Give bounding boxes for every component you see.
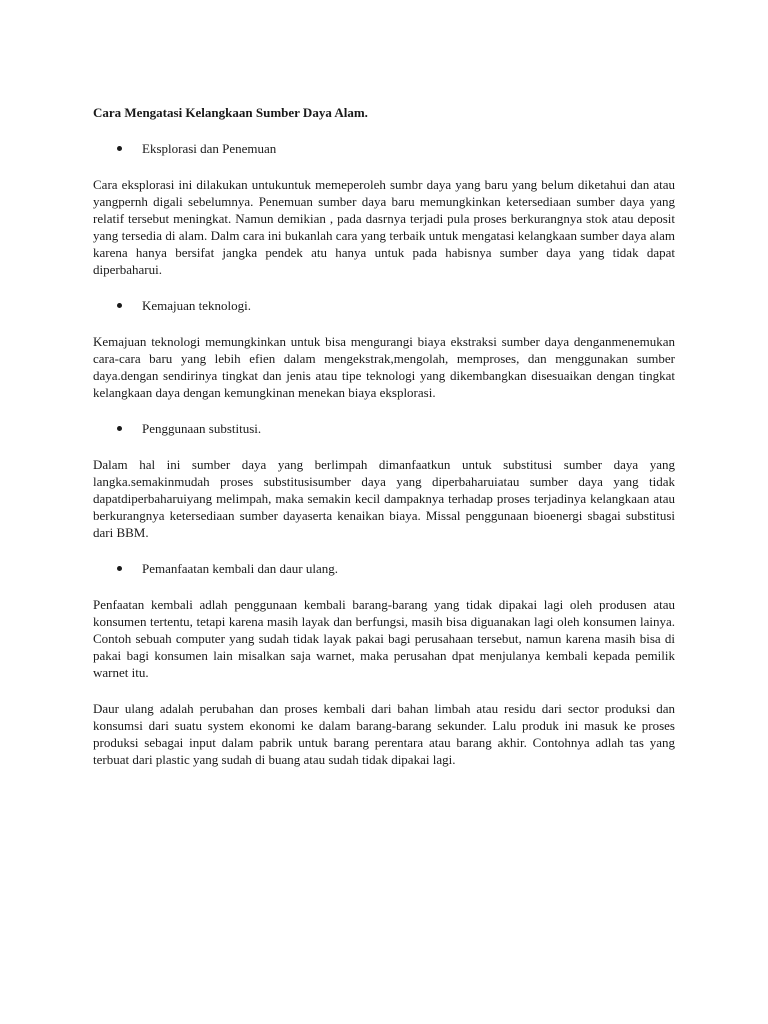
paragraph-pemanfaatan-kembali: Penfaatan kembali adlah penggunaan kembali barang-barang yang tidak dipakai lagi oleh produsen atau konsumen tertentu, tetapi karena masih layak dan berfungsi, masih bisa diguanakan lagi oleh konsumen lainya. Contoh sebuah computer yang sudah tidak layak pakai bagi perusahaan tersebut, namun karena masih bisa di pakai bagi konsumen lain misalkan saja warnet, maka perusahan dpat menjulanya kembali kepada pemilik warnet itu.	[93, 597, 675, 680]
bullet-dot-icon	[117, 426, 122, 431]
paragraph-teknologi: Kemajuan teknologi memungkinkan untuk bisa mengurangi biaya ekstraksi sumber daya denganmenemukan cara-cara baru yang lebih efien dalam mengekstrak,mengolah, memproses, dan menggunakan sumber daya.dengan sendirinya tingkat dan jenis atau tipe teknologi yang dikembangkan disesuaikan dengan tingkat kelangkaan daya dengan kemungkinan menekan biaya eksplorasi.	[93, 334, 675, 400]
bullet-heading-text: Penggunaan substitusi.	[142, 421, 262, 436]
bullet-dot-icon	[117, 566, 122, 571]
bullet-heading-daur-ulang	[117, 560, 675, 577]
paragraph-daur-ulang: Daur ulang adalah perubahan dan proses kembali dari bahan limbah atau residu dari sector produksi dan konsumsi dari suatu system ekonomi ke dalam barang-barang sekunder. Lalu produk ini masuk ke proses produksi sebagai input dalam pabrik untuk barang perentara atau barang akhir. Contohnya adlah tas yang terbuat dari plastic yang sudah di buang atau sudah tidak dipakai lagi.	[93, 701, 675, 767]
document-title: Cara Mengatasi Kelangkaan Sumber Daya Alam.	[93, 105, 368, 120]
bullet-heading-text: Kemajuan teknologi.	[142, 298, 252, 313]
bullet-heading-substitusi	[117, 420, 675, 437]
bullet-heading-text: Pemanfaatan kembali dan daur ulang.	[142, 561, 339, 576]
bullet-dot-icon	[117, 146, 122, 151]
bullet-dot-icon	[117, 303, 122, 308]
bullet-heading-teknologi	[117, 297, 675, 314]
paragraph-eksplorasi: Cara eksplorasi ini dilakukan untukuntuk memeperoleh sumbr daya yang baru yang belum diketahui dan atau yangpernh digali sebelumnya. Penemuan sumber daya baru memungkinkan ketersediaan sumber daya yang relatif tersebut meningkat. Namun demikian , pada dasrnya terjadi pula proses berkurangnya stok atau deposit yang tersedia di alam. Dalm cara ini bukanlah cara yang terbaik untuk mengatasi kelangkaan sumber daya alam karena hanya bersifat jangka pendek atu hanya untuk pada habisnya sumber daya yang tidak dapat diperbaharui.	[93, 177, 675, 277]
bullet-heading-eksplorasi	[117, 140, 675, 157]
paragraph-substitusi: Dalam hal ini sumber daya yang berlimpah dimanfaatkun untuk substitusi sumber daya yang langka.semakinmudah proses substitusisumber daya yang diperbaharuiatau sumber daya yang tidak dapatdiperbaharuiyang melimpah, maka semakin kecil dampaknya terhadap proses terjadinya kelangkaan atau berkurangnya ketersediaan sumber dayaserta kenaikan biaya. Missal penggunaan bioenergi sbagai substitusi dari BBM.	[93, 457, 675, 540]
bullet-heading-text: Eksplorasi dan Penemuan	[142, 141, 277, 156]
document-page	[93, 104, 675, 787]
